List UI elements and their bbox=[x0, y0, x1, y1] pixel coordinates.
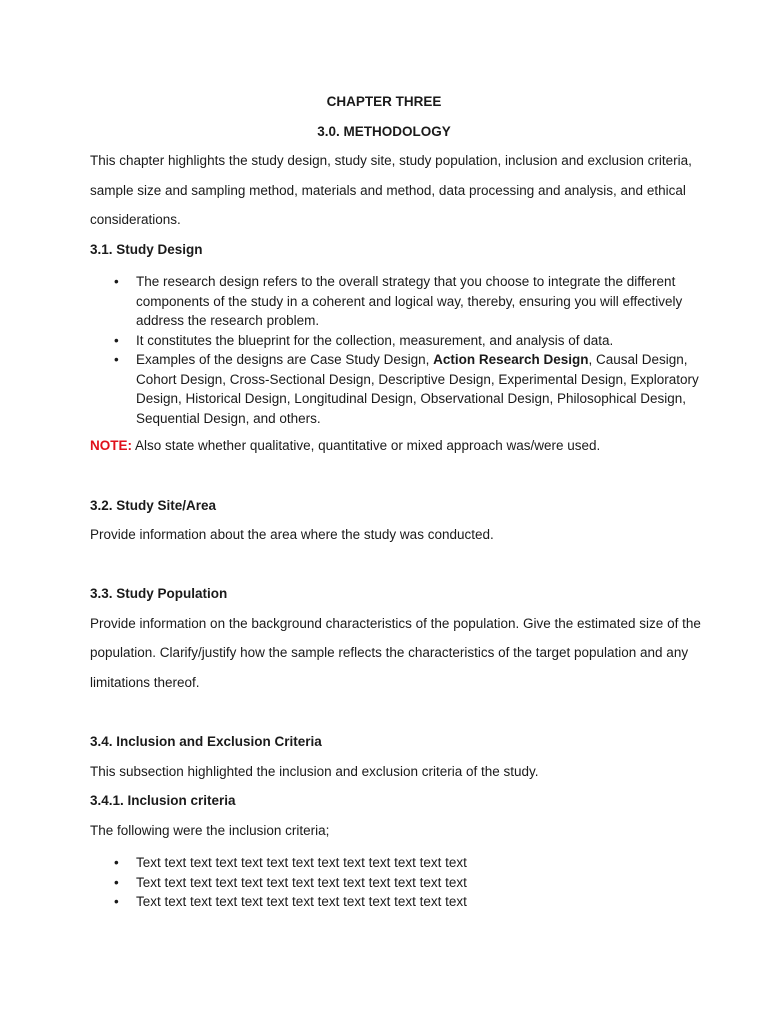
note-line bbox=[90, 438, 600, 453]
intro-line: sample size and sampling method, materials and method, data processing and analysis, and ethical bbox=[90, 183, 686, 198]
note-text: Also state whether qualitative, quantitative or mixed approach was/were used. bbox=[132, 438, 601, 453]
study-population-line: Provide information on the background characteristics of the population. Give the estimated size of the bbox=[90, 616, 701, 631]
study-site-text: Provide information about the area where the study was conducted. bbox=[90, 527, 494, 542]
bullet-icon: • bbox=[114, 352, 119, 367]
intro-line: considerations. bbox=[90, 212, 181, 227]
list-item: • Text text text text text text text text text text text text text bbox=[0, 853, 467, 873]
list-item: • Examples of the designs are Case Study Design, Action Research Design, Causal Design, Cohort Design, Cross-Sectional Design, Descriptive Design, Experimental Design, Exploratory Design, Historical Design, Longitudinal Design, Observational Design, Philosophical Design, Sequential Design, and others. bbox=[114, 352, 699, 426]
inclusion-heading: 3.4.1. Inclusion criteria bbox=[90, 793, 236, 808]
chapter-title: CHAPTER THREE bbox=[326, 94, 442, 109]
bold-term: Action Research Design bbox=[433, 352, 589, 367]
list-item: • It constitutes the blueprint for the collection, measurement, and analysis of data. bbox=[0, 331, 699, 351]
bullet-icon: • bbox=[114, 855, 119, 870]
study-population-line: population. Clarify/justify how the sample reflects the characteristics of the target population and any bbox=[90, 645, 689, 660]
study-site-heading: 3.2. Study Site/Area bbox=[90, 498, 217, 513]
note-label: NOTE: bbox=[90, 438, 132, 453]
list-item: • The research design refers to the overall strategy that you choose to integrate the different components of the study in a coherent and logical way, thereby, ensuring you will effectively address the research problem. bbox=[114, 274, 683, 328]
list-item: • Text text text text text text text text text text text text text bbox=[0, 892, 467, 912]
bullet-icon: • bbox=[114, 274, 119, 289]
criteria-heading: 3.4. Inclusion and Exclusion Criteria bbox=[90, 734, 322, 749]
intro-line: This chapter highlights the study design, study site, study population, inclusion and exclusion criteria, bbox=[90, 153, 692, 168]
inclusion-list bbox=[0, 853, 467, 912]
study-population-heading: 3.3. Study Population bbox=[90, 586, 228, 601]
list-item: • Text text text text text text text text text text text text text bbox=[0, 873, 467, 893]
bullet-icon: • bbox=[114, 874, 119, 890]
study-design-heading: 3.1. Study Design bbox=[90, 242, 203, 257]
section-title: 3.0. METHODOLOGY bbox=[317, 124, 451, 139]
criteria-text: This subsection highlighted the inclusion and exclusion criteria of the study. bbox=[90, 764, 539, 779]
study-population-line: limitations thereof. bbox=[90, 675, 200, 690]
bullet-icon: • bbox=[114, 894, 119, 909]
study-design-bullets bbox=[0, 272, 699, 428]
inclusion-intro: The following were the inclusion criteria; bbox=[90, 823, 330, 838]
bullet-icon: • bbox=[114, 332, 119, 348]
